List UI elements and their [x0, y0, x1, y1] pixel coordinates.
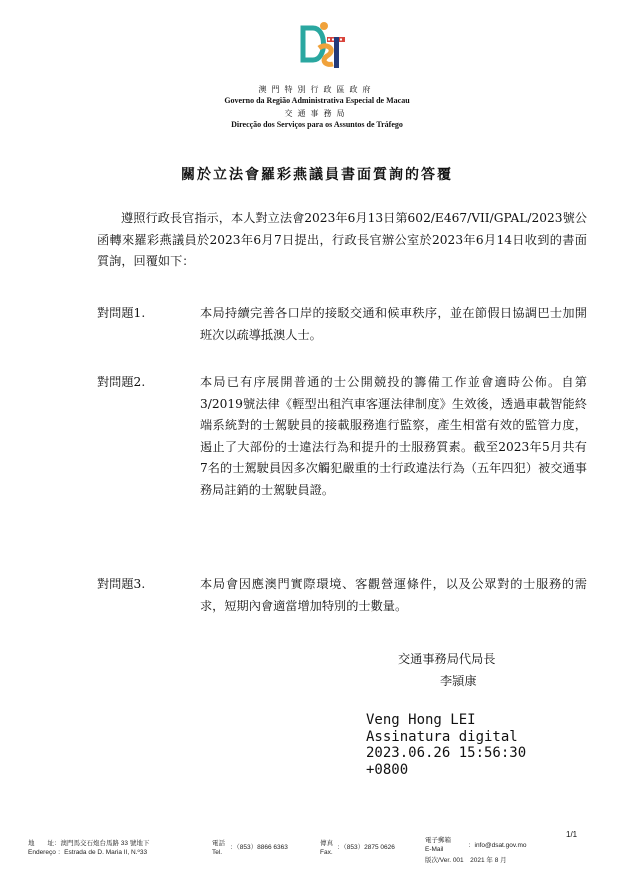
fax-pt-label: Fax. — [320, 849, 333, 856]
address-cn: 澳門馬交石炮台馬路 33 號地下 — [60, 840, 150, 847]
answer-2-label: 對問題2. — [97, 375, 146, 389]
page-number: 1/1 — [566, 830, 578, 839]
dept-name-pt: Direcção dos Serviços para os Assuntos de Tráfego — [231, 120, 403, 129]
address-cn-label: 地 址： — [28, 840, 61, 847]
dsat-logo — [297, 20, 345, 72]
answer-2-text: 本局已有序展開普通的士公開競投的籌備工作並會適時公佈。自第3/2019號法律《輕型出租汽車客運法律制度》生效後，透過車載智能終端系統對的士駕駛員的接載服務進行監察，產生相當有效的監管力度，遏止了大部份的士違法行為和提升的士服務質素。截至2023年5月共有7名的士駕駛員因多次觸犯嚴重的士行政違法行為（五年四犯）被交通事務局註銷的士駕駛員證。 — [200, 375, 587, 497]
tel-number: ：（853）8866 6363 — [230, 844, 288, 851]
digital-signature-line: Assinatura digital — [366, 728, 518, 745]
digital-signature — [366, 712, 526, 778]
answer-1-text: 本局持續完善各口岸的接駁交通和候車秩序，並在節假日協調巴士加開班次以疏導抵澳人士。 — [200, 306, 587, 342]
footer-fax — [320, 839, 333, 857]
fax-cn-label: 傳真 — [320, 840, 333, 847]
digital-signature-line: 2023.06.26 15:56:30 — [366, 745, 527, 761]
tel-cn-label: 電話 — [212, 840, 225, 847]
digital-signature-line: +0800 — [366, 761, 409, 778]
dept-name-cn: 交通事務局 — [284, 109, 350, 118]
answer-3-label: 對問題3. — [97, 577, 146, 591]
gov-name-cn: 澳門特別行政區政府 — [258, 85, 376, 94]
footer-email — [425, 836, 451, 854]
email-address[interactable]: ：info@dsat.gov.mo — [468, 842, 527, 849]
signatory-name: 李頴康 — [440, 674, 477, 688]
digital-signature-line: Veng Hong LEI — [366, 712, 476, 728]
tel-pt-label: Tel. — [212, 849, 223, 856]
signatory-position: 交通事務局代局長 — [398, 652, 496, 666]
address-pt-label: Endereço ： — [28, 849, 65, 856]
gov-name-pt: Governo da Região Administrativa Especial de Macau — [224, 96, 410, 105]
version-info: 版次/Ver. 001 2021 年 8 月 — [425, 857, 507, 864]
answer-1-label: 對問題1. — [97, 306, 146, 320]
document-title: 關於立法會羅彩燕議員書面質詢的答覆 — [181, 167, 453, 183]
email-cn-label: 電子郵箱 — [425, 837, 451, 844]
address-pt: Estrada de D. Maria II, N.º33 — [64, 849, 148, 856]
footer-address — [28, 839, 149, 857]
fax-number: ：（853）2875 0626 — [337, 844, 395, 851]
email-pt-label: E-Mail — [425, 846, 444, 853]
answer-3-text: 本局會因應澳門實際環境、客觀營運條件，以及公眾對的士服務的需求，短期內會適當增加特別的士數量。 — [200, 577, 587, 613]
intro-paragraph: 遵照行政長官指示，本人對立法會2023年6月13日第602/E467/VII/GPAL/2023號公函轉來羅彩燕議員於2023年6月7日提出，行政長官辦公室於2023年6月14日收到的書面質詢，回覆如下： — [97, 211, 587, 268]
footer-tel — [212, 839, 225, 857]
